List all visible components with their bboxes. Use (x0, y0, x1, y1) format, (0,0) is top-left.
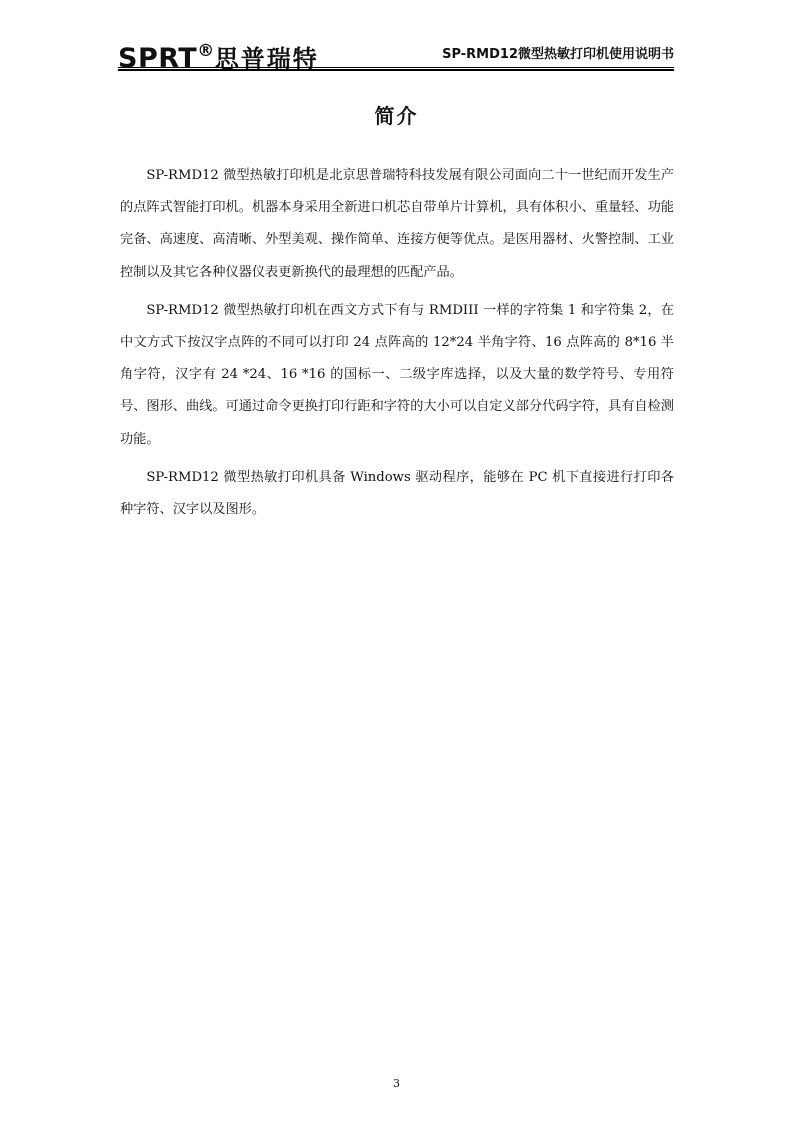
brand-latin: SPRT (118, 43, 198, 74)
registered-mark: ® (197, 41, 215, 61)
paragraph-intro: SP-RMD12 微型热敏打印机是北京思普瑞特科技发展有限公司面向二十一世纪而开发生产的点阵式智能打印机。机器本身采用全新进口机芯自带单片计算机，具有体积小、重量轻、功能完备、高速度、高清晰、外型美观、操作简单、连接方便等优点。是医用器材、火警控制、工业控制以及其它各种仪器仪表更新换代的最理想的匹配产品。 (120, 168, 674, 280)
page-header (118, 36, 674, 74)
paragraph-drivers: SP-RMD12 微型热敏打印机具备 Windows 驱动程序，能够在 PC 机下直接进行打印各种字符、汉字以及图形。 (120, 469, 674, 518)
section-title: 简介 (374, 104, 419, 128)
brand-chinese: 思普瑞特 (214, 45, 319, 73)
paragraph-charsets: SP-RMD12 微型热敏打印机在西文方式下有与 RMDIII 一样的字符集 1 和字符集 2，在中文方式下按汉字点阵的不同可以打印 24 点阵高的 12*24 半角字符、16 点阵高的 8*16 半角字符，汉字有 24 *24、16 *16 的国标一、二级字库选择，以及大量的数学符号、专用符号、图形、曲线。可通过命令更换打印行距和字符的大小可以自定义部分代码字符，具有自检测功能。 (120, 302, 674, 447)
body-content (120, 160, 674, 532)
document-title: SP-RMD12微型热敏打印机使用说明书 (442, 47, 674, 62)
page-number: 3 (393, 1077, 400, 1090)
header-rule-thin (118, 67, 674, 68)
header-rule-thick (118, 69, 674, 71)
